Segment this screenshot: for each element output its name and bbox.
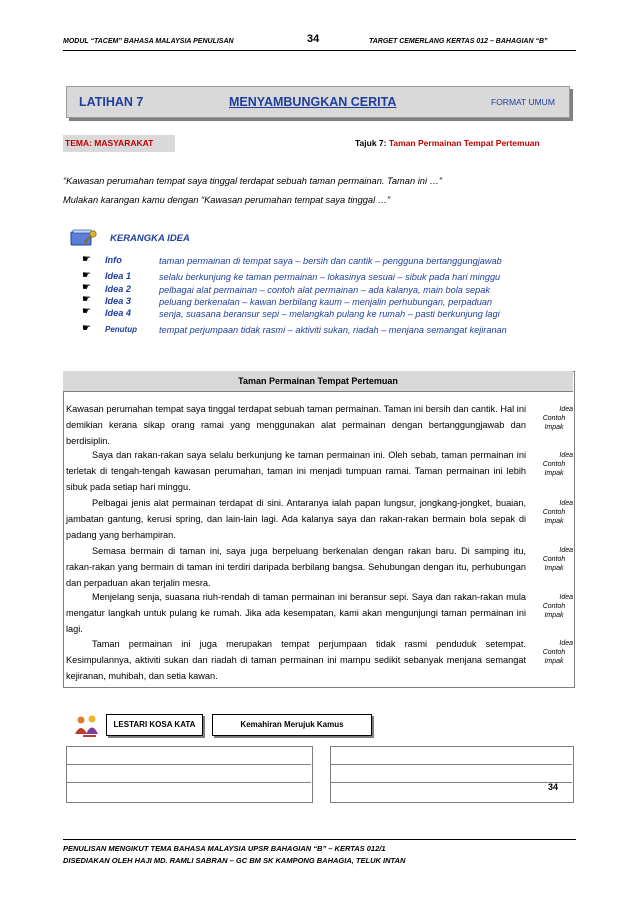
kerangka-label-idea-1: Idea 1 — [105, 271, 132, 281]
vocab-page-badge: 34 — [548, 782, 559, 792]
kerangka-heading: KERANGKA IDEA — [110, 233, 190, 244]
tajuk-prefix: Tajuk 7: — [355, 138, 389, 148]
footer-line-2: DISEDIAKAN OLEH HAJI MD. RAMLI SABRAN – GC BM SK KAMPONG BAHAGIA, TELUK INTAN — [63, 856, 406, 865]
kerangka-label-penutup: Penutup — [105, 325, 137, 334]
pointing-hand-icon: ☛ — [82, 282, 91, 293]
vocab-line — [330, 782, 572, 783]
pointing-hand-icon: ☛ — [82, 254, 91, 265]
margin-label: Idea Contoh Impak — [542, 452, 573, 477]
kerangka-label-idea-3: Idea 3 — [105, 296, 132, 306]
essay-title: Taman Permainan Tempat Pertemuan — [238, 376, 398, 386]
people-icon — [72, 714, 102, 738]
lestari-kosa-kata-button[interactable]: LESTARI KOSA KATA — [106, 714, 203, 736]
latihan-format: FORMAT UMUM — [491, 97, 555, 107]
kerangka-label-idea-2: Idea 2 — [105, 284, 132, 294]
latihan-bar — [66, 86, 570, 118]
kerangka-text-penutup: tempat perjumpaan tidak rasmi – aktiviti sukan, riadah – menjana semangat kejiranan — [159, 325, 507, 335]
pointing-hand-icon: ☛ — [82, 294, 91, 305]
vocab-line — [66, 782, 311, 783]
footer-line-1: PENULISAN MENGIKUT TEMA BAHASA MALAYSIA UPSR BAHAGIAN “B” – KERTAS 012/1 — [63, 844, 386, 853]
header-rule — [63, 50, 576, 51]
header-left: MODUL “TACEM” BAHASA MALAYSIA PENULISAN — [63, 38, 234, 45]
question-line-1: “Kawasan perumahan tempat saya tinggal terdapat sebuah taman permainan. Taman ini …” — [63, 176, 442, 186]
essay-paragraph-4: Semasa bermain di taman ini, saya juga berpeluang berkenalan dengan rakan baru. Di samping itu, rakan-rakan yang bermain di taman ini terdiri daripada berbilang bangsa. Sehubungan dengan itu, perhubungan dan perpaduan akan terjalin mesra. — [66, 546, 526, 588]
essay-paragraph-6: Taman permainan ini juga merupakan tempat perjumpaan tidak rasmi penduduk setempat. Kesimpulannya, aktiviti sukan dan riadah di taman permainan ini mampu sedikit sebanyak menjana semangat kejiranan, muhibah, dan setia kawan. — [66, 639, 526, 681]
margin-label: Idea Contoh Impak — [542, 640, 573, 665]
essay-paragraph-1: Kawasan perumahan tempat saya tinggal terdapat sebuah taman permainan. Taman ini bersih dan cantik. Hal ini demikian kerana sikap orang ramai yang menggunakan alat permainan dengan bertanggungjawab dan berdisiplin. — [66, 404, 526, 446]
tema-label: TEMA: MASYARAKAT — [65, 138, 154, 148]
kerangka-text-idea-2: pelbagai alat permainan – contoh alat permainan – ada kalanya, main bola sepak — [159, 285, 490, 295]
vocab-box-right — [330, 746, 574, 803]
pointing-hand-icon: ☛ — [82, 323, 91, 334]
vocab-box-left — [66, 746, 313, 803]
margin-label: Idea Contoh Impak — [542, 547, 573, 572]
kerangka-label-info: Info — [105, 255, 122, 265]
essay-title-bar — [63, 371, 573, 392]
kerangka-label-idea-4: Idea 4 — [105, 308, 132, 318]
header-right: TARGET CEMERLANG KERTAS 012 – BAHAGIAN “B” — [369, 38, 548, 45]
margin-label: Idea Contoh Impak — [542, 500, 573, 525]
margin-label: Idea Contoh Impak — [542, 594, 573, 619]
header-page-number: 34 — [307, 33, 320, 45]
kerangka-text-idea-4: senja, suasana beransur sepi – melangkah pulang ke rumah – pasti berkunjung lagi — [159, 309, 500, 319]
kerangka-text-idea-3: peluang berkenalan – kawan berbilang kaum – menjalin perhubungan, perpaduan — [159, 297, 493, 307]
margin-label: Idea Contoh Impak — [542, 406, 573, 431]
tema-badge — [63, 135, 175, 152]
footer-rule — [63, 839, 576, 840]
vocab-line — [66, 764, 311, 765]
vocab-line — [330, 764, 572, 765]
tajuk — [355, 138, 540, 148]
tajuk-title: Taman Permainan Tempat Pertemuan — [388, 138, 540, 148]
latihan-label: LATIHAN 7 — [79, 95, 144, 109]
question-line-2: Mulakan karangan kamu dengan “Kawasan perumahan tempat saya tinggal …” — [63, 195, 391, 205]
essay-paragraph-5: Menjelang senja, suasana riuh-rendah di taman permainan ini beransur sepi. Saya dan rakan-rakan mula mengatur langkah untuk pulang ke rumah. Jika ada kesempatan, kami akan mengunjungi taman permainan ini lagi. — [66, 592, 526, 634]
essay-paragraph-2: Saya dan rakan-rakan saya selalu berkunjung ke taman permainan ini. Oleh sebab, taman permainan ini terletak di tengah-tengah kawasan perumahan, taman ini menjadi tumpuan ramai. Taman permainan ini lebih sibuk pada setiap hari minggu. — [66, 450, 526, 492]
kerangka-text-idea-1: selalu berkunjung ke taman permainan – lokasinya sesuai – sibuk pada hari minggu — [159, 272, 501, 282]
kemahiran-merujuk-kamus-button[interactable]: Kemahiran Merujuk Kamus — [212, 714, 372, 736]
book-key-icon — [69, 226, 99, 248]
latihan-title: MENYAMBUNGKAN CERITA — [229, 95, 397, 109]
pointing-hand-icon: ☛ — [82, 270, 91, 281]
essay-paragraph-3: Pelbagai jenis alat permainan terdapat di sini. Antaranya ialah papan lungsur, jongkang-jongket, buaian, jambatan gantung, kerusi spring, dan lain-lain lagi. Ada kalanya saya dan rakan-rakan bermain bola sepak di padang yang berhampiran. — [66, 498, 526, 540]
pointing-hand-icon: ☛ — [82, 306, 91, 317]
kerangka-text-info: taman permainan di tempat saya – bersih dan cantik – pengguna bertanggungjawab — [159, 256, 502, 266]
